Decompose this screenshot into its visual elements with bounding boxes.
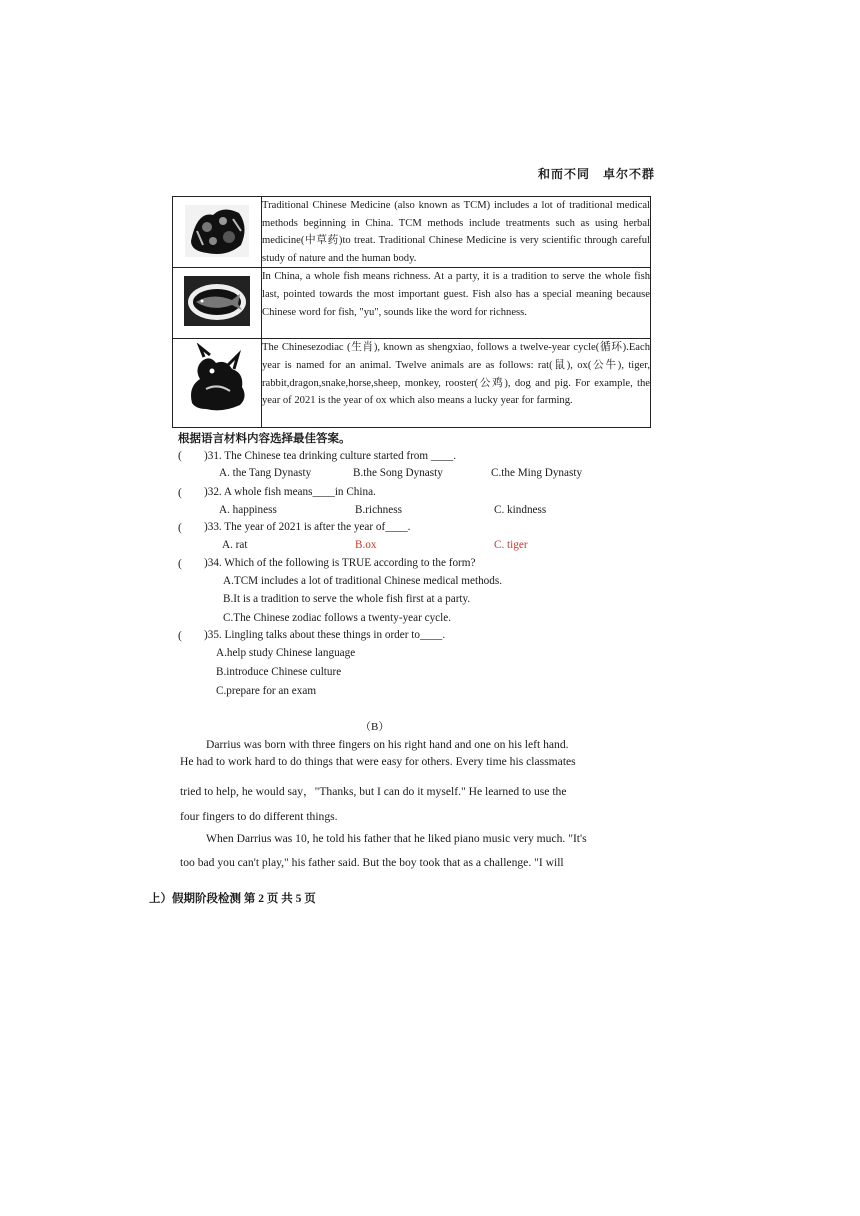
question-33-option-b[interactable]: B.ox	[355, 539, 377, 551]
passage-line: Darrius was born with three fingers on his right hand and one on his left hand.	[206, 738, 569, 751]
table-row	[173, 268, 651, 339]
question-32-option-b[interactable]: B.richness	[355, 504, 402, 516]
zodiac-animal-photo-icon	[173, 339, 262, 428]
passage-line: When Darrius was 10, he told his father that he liked piano music very much. "It's	[206, 832, 587, 845]
header-motto: 和而不同 卓尔不群	[538, 167, 656, 181]
question-35-option-a[interactable]: A.help study Chinese language	[216, 647, 356, 659]
culture-info-table	[172, 196, 651, 428]
question-34-stem: )34. Which of the following is TRUE according to the form?	[204, 557, 476, 569]
question-31-option-c[interactable]: C.the Ming Dynasty	[491, 467, 583, 479]
question-31-option-b[interactable]: B.the Song Dynasty	[353, 467, 443, 479]
fish-text: In China, a whole fish means richness. At a party, it is a tradition to serve the whole fish last, pointed towards the most important guest. Fish also has a special meaning because Chinese word for fish, "yu", sounds like the word for richness.	[262, 268, 651, 339]
question-34-option-b[interactable]: B.It is a tradition to serve the whole fish first at a party.	[223, 593, 471, 605]
instruction-text: 根据语言材料内容选择最佳答案。	[178, 433, 351, 445]
question-35-stem: )35. Lingling talks about these things in order to____.	[204, 629, 446, 641]
question-33-option-c[interactable]: C. tiger	[494, 539, 528, 551]
passage-line: too bad you can't play," his father said. But the boy took that as a challenge. "I will	[180, 856, 564, 869]
fish-dish-photo-icon	[173, 268, 262, 339]
question-31-option-a[interactable]: A. the Tang Dynasty	[219, 467, 312, 479]
question-33-stem: )33. The year of 2021 is after the year of____.	[204, 521, 411, 533]
question-33-option-a[interactable]: A. rat	[222, 539, 248, 551]
passage-line: tried to help, he would say，"Thanks, but I can do it myself." He learned to use the	[180, 785, 567, 798]
table-row	[173, 197, 651, 268]
zodiac-text: The Chinesezodiac (生肖), known as shengxiao, follows a twelve-year cycle(循环).Each year is named for an animal. Twelve animals are as follows: rat(鼠), ox(公牛), tiger, rabbit,dragon,snake,horse,sheep, monkey, rooster(公鸡), dog and pig. For example, the year of 2021 is the year of ox which also means a lucky year for farming.	[262, 339, 651, 428]
passage-line: four fingers to do different things.	[180, 810, 338, 823]
page-footer: 上）假期阶段检测 第 2 页 共 5 页	[149, 893, 316, 905]
question-32-option-a[interactable]: A. happiness	[219, 504, 277, 516]
passage-line: He had to work hard to do things that were easy for others. Every time his classmates	[180, 755, 576, 768]
question-32-option-c[interactable]: C. kindness	[494, 504, 547, 516]
answer-bracket[interactable]: (	[178, 487, 182, 499]
question-34-option-c[interactable]: C.The Chinese zodiac follows a twenty-year cycle.	[223, 612, 452, 624]
answer-bracket[interactable]: (	[178, 522, 182, 534]
answer-bracket[interactable]: (	[178, 630, 182, 642]
tcm-text: Traditional Chinese Medicine (also known as TCM) includes a lot of traditional medical methods beginning in China. TCM methods include treatments such as using herbal medicine(中草药)to treat. Traditional Chinese Medicine is very scientific through careful study of nature and the human body.	[262, 197, 651, 268]
section-b-label: （B）	[360, 721, 390, 733]
answer-bracket[interactable]: (	[178, 450, 182, 462]
question-32-stem: )32. A whole fish means____in China.	[204, 486, 376, 498]
table-row	[173, 339, 651, 428]
answer-bracket[interactable]: (	[178, 558, 182, 570]
question-35-option-c[interactable]: C.prepare for an exam	[216, 685, 317, 697]
tcm-herbs-photo-icon	[173, 197, 262, 268]
question-31-stem: )31. The Chinese tea drinking culture started from ____.	[204, 450, 457, 462]
question-35-option-b[interactable]: B.introduce Chinese culture	[216, 666, 342, 678]
question-34-option-a[interactable]: A.TCM includes a lot of traditional Chinese medical methods.	[223, 575, 503, 587]
